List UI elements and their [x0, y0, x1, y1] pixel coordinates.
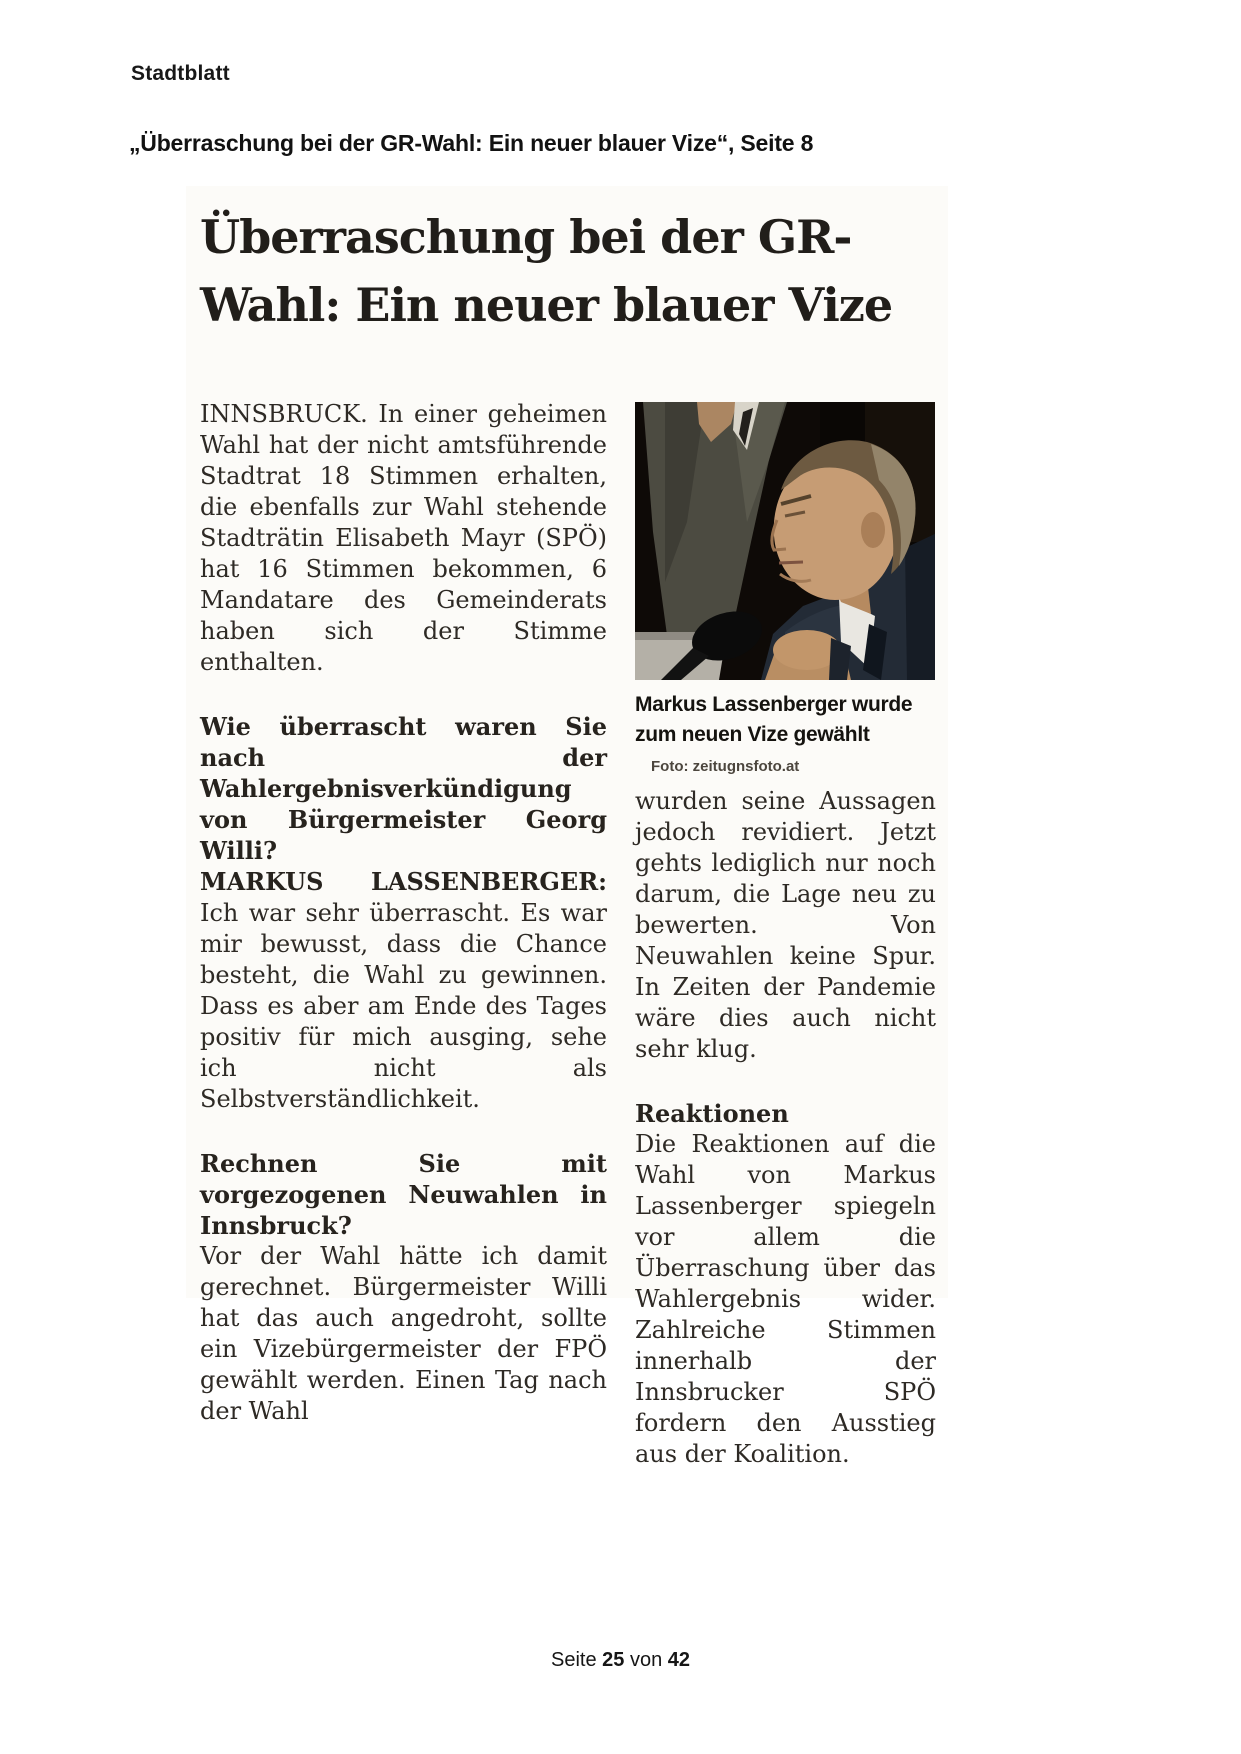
answer-continuation: wurden seine Aussagen jedoch revidiert. Jetzt gehts lediglich nur noch darum, die Lage neu zu bewerten. Von Neuwahlen keine Spur. In Zeiten der Pandemie wäre dies auch nicht sehr klug.: [635, 787, 936, 1063]
interview-answer-2: Vor der Wahl hätte ich damit gerechnet. Bürgermeister Willi hat das auch angedroht, sollte ein Vizebürgermeister der FPÖ gewählt werden. Einen Tag nach der Wahl: [200, 1242, 607, 1425]
article-photo: [635, 402, 935, 680]
reactions-subhead: Reaktionen: [635, 1099, 789, 1128]
reactions-body: Die Reaktionen auf die Wahl von Markus Lassenberger spiegeln vor allem die Überraschung über das Wahlergebnis wider. Zahlreiche Stimmen innerhalb der Innsbrucker SPÖ fordern den Ausstieg aus der Koalition.: [635, 1130, 936, 1468]
interview-question-2: Rechnen Sie mit vorgezogenen Neuwahlen in Innsbruck?: [200, 1149, 607, 1240]
interview-qa-2: [200, 1148, 607, 1427]
speaker-name: MARKUS LASSENBERGER:: [200, 867, 607, 896]
answer-1-text: Ich war sehr überrascht. Es war mir bewusst, dass die Chance besteht, die Wahl zu gewinnen. Dass es aber am Ende des Tages positiv für mich ausging, sehe ich nicht als Selbstverständlichkeit.: [200, 899, 607, 1113]
headline-line-1: Überraschung bei der GR-: [200, 210, 852, 264]
footer-current-page: 25: [602, 1649, 625, 1671]
reactions-section: [635, 1098, 936, 1470]
footer-total-pages: 42: [667, 1649, 691, 1671]
photo-illustration: [635, 402, 935, 680]
article-headline: [200, 203, 892, 339]
page-footer: [0, 1649, 1241, 1672]
article-reference-line: „Überraschung bei der GR-Wahl: Ein neuer blauer Vize“, Seite 8: [129, 130, 814, 156]
footer-label-of: von: [629, 1649, 663, 1671]
page-title: Stadtblatt: [131, 62, 230, 85]
headline-line-2: Wahl: Ein neuer blauer Vize: [200, 278, 893, 332]
footer-label-page: Seite: [550, 1649, 597, 1671]
interview-question-1: Wie überrascht waren Sie nach der Wahlergebnisverkündigung von Bürgermeister Georg Willi?: [200, 712, 607, 865]
article-column-left: [200, 399, 607, 1427]
interview-answer-1: [200, 866, 607, 1115]
photo-caption-text: Markus Lassenberger wurde zum neuen Vize gewählt: [635, 693, 913, 746]
lead-paragraph: INNSBRUCK. In einer geheimen Wahl hat der nicht amtsführende Stadtrat 18 Stimmen erhalten, die ebenfalls zur Wahl stehende Stadträtin Elisabeth Mayr (SPÖ) hat 16 Stimmen bekommen, 6 Mandatare des Gemeinderats haben sich der Stimme enthalten.: [200, 400, 607, 676]
photo-caption: [635, 690, 947, 782]
article-column-right: [635, 786, 936, 1470]
photo-credit: Foto: zeitugnsfoto.at: [651, 758, 800, 775]
interview-qa-1: [200, 711, 607, 1115]
